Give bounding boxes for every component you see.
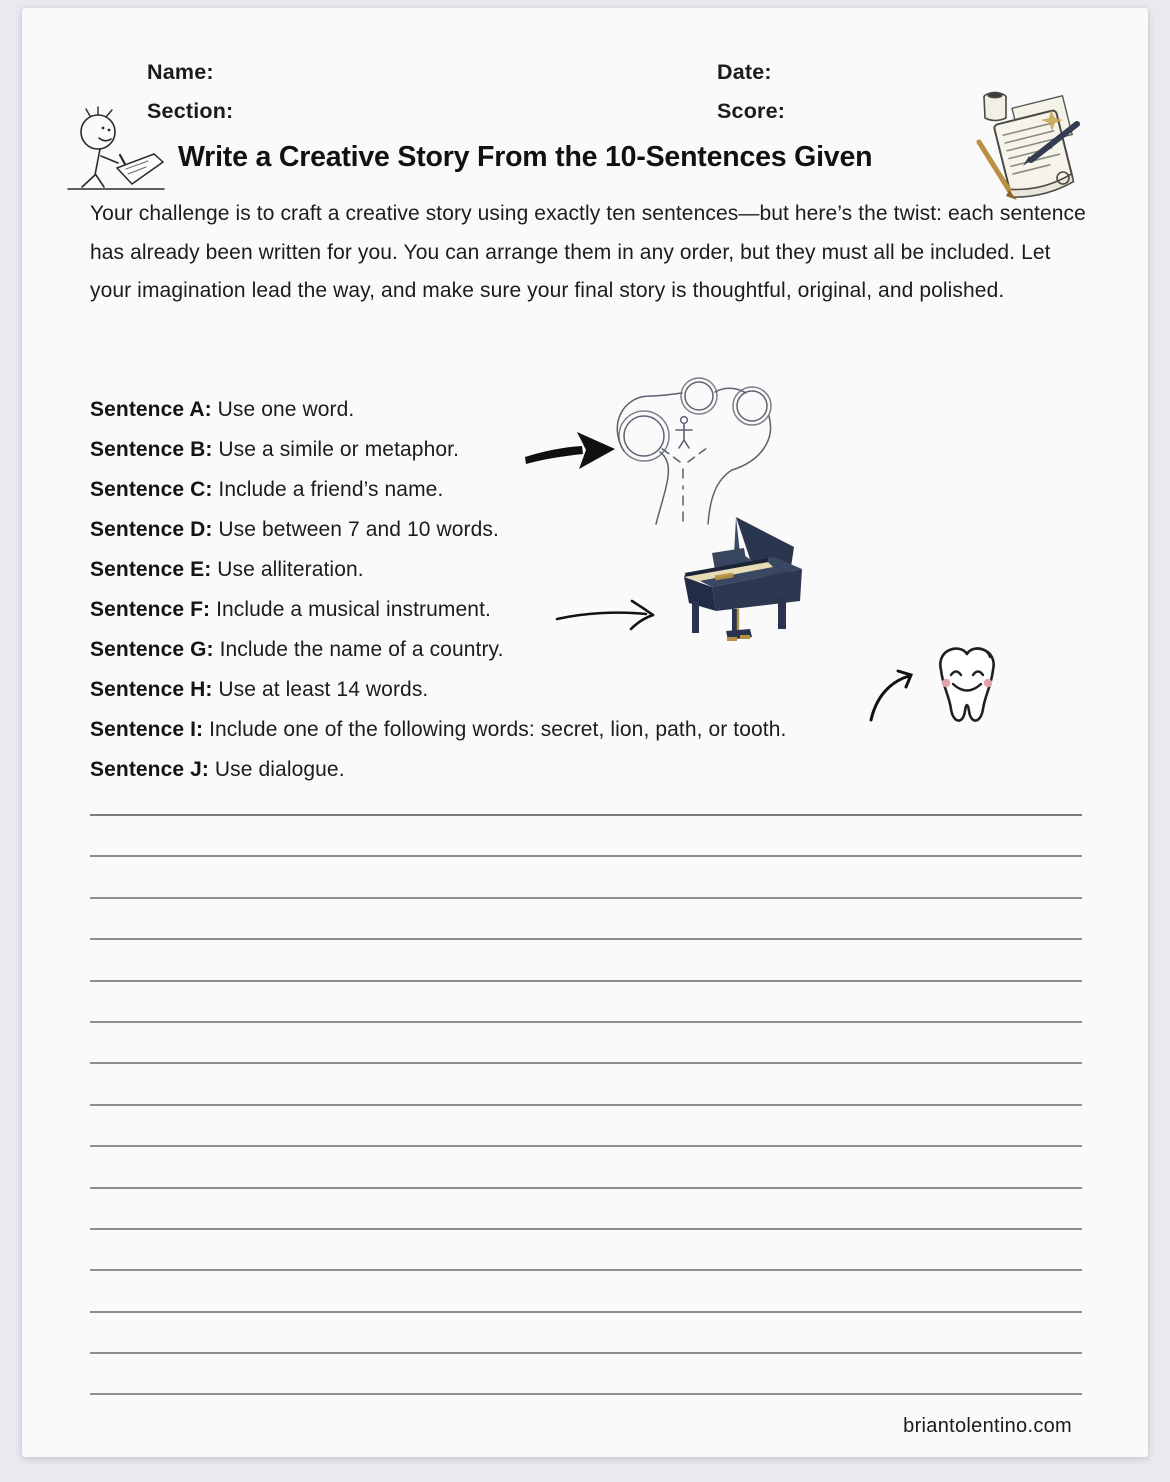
worksheet-paper [22,8,1148,1457]
writing-line [90,1062,1082,1064]
writer-doodle-icon [60,105,172,197]
writing-line [90,897,1082,899]
sentence-text: Include one of the following words: secret, lion, path, or tooth. [209,718,787,741]
sentence-text: Use at least 14 words. [218,678,429,701]
writing-line [90,814,1082,816]
sentence-label: Sentence C: [90,478,213,501]
intro-paragraph: Your challenge is to craft a creative story using exactly ten sentences—but here’s the twist: each sentence has already been written for you. You can arrange them in any order, but they must all be included. Let your imagination lead the way, and make sure your final story is thoughtful, original, and polished. [90,202,1086,302]
notebook-pen-icon [965,86,1090,204]
sentence-text: Include a friend’s name. [218,478,444,501]
footer-site: briantolentino.com [903,1415,1072,1437]
writing-line [90,855,1082,857]
sentence-item [90,470,990,510]
sentence-text: Use one word. [217,398,355,421]
writing-line [90,1393,1082,1395]
sentence-label: Sentence B: [90,438,213,461]
sentence-item [90,590,990,630]
sentence-text: Use a simile or metaphor. [218,438,460,461]
sentence-text: Use dialogue. [214,758,345,781]
score-label: Score: [717,99,786,123]
sentence-label: Sentence I: [90,718,204,741]
sentence-item [90,510,990,550]
section-label: Section: [147,99,234,123]
sentence-item [90,670,990,710]
sentence-label: Sentence H: [90,678,213,701]
sentence-label: Sentence A: [90,398,212,421]
writing-line [90,1269,1082,1271]
tooth-illustration [927,640,1007,728]
sentence-item [90,750,990,790]
bold-arrow-icon [522,426,617,476]
sentence-item [90,710,990,750]
path-doodle-icon [600,366,785,528]
thin-arrow-icon [554,598,662,631]
writing-line [90,1104,1082,1106]
sentence-text: Use alliteration. [217,558,364,581]
sentence-label: Sentence G: [90,638,214,661]
piano-illustration [674,513,824,645]
writing-line [90,1228,1082,1230]
sentence-item [90,390,990,430]
writing-lines [90,814,1082,1435]
writing-line [90,1352,1082,1354]
writing-line [90,938,1082,940]
sentence-label: Sentence F: [90,598,211,621]
writing-line [90,1021,1082,1023]
sentence-text: Include the name of a country. [219,638,504,661]
writing-line [90,1311,1082,1313]
sentence-item [90,630,990,670]
sentence-text: Use between 7 and 10 words. [218,518,499,541]
page-title: Write a Creative Story From the 10-Sentences Given [178,141,873,173]
sentence-item [90,550,990,590]
sentence-label: Sentence E: [90,558,212,581]
date-label: Date: [717,60,772,84]
sentence-label: Sentence D: [90,518,213,541]
writing-line [90,1145,1082,1147]
writing-line [90,1187,1082,1189]
name-label: Name: [147,60,214,84]
sentence-label: Sentence J: [90,758,209,781]
writing-line [90,980,1082,982]
sentence-text: Include a musical instrument. [216,598,491,621]
curved-arrow-icon [867,668,919,723]
